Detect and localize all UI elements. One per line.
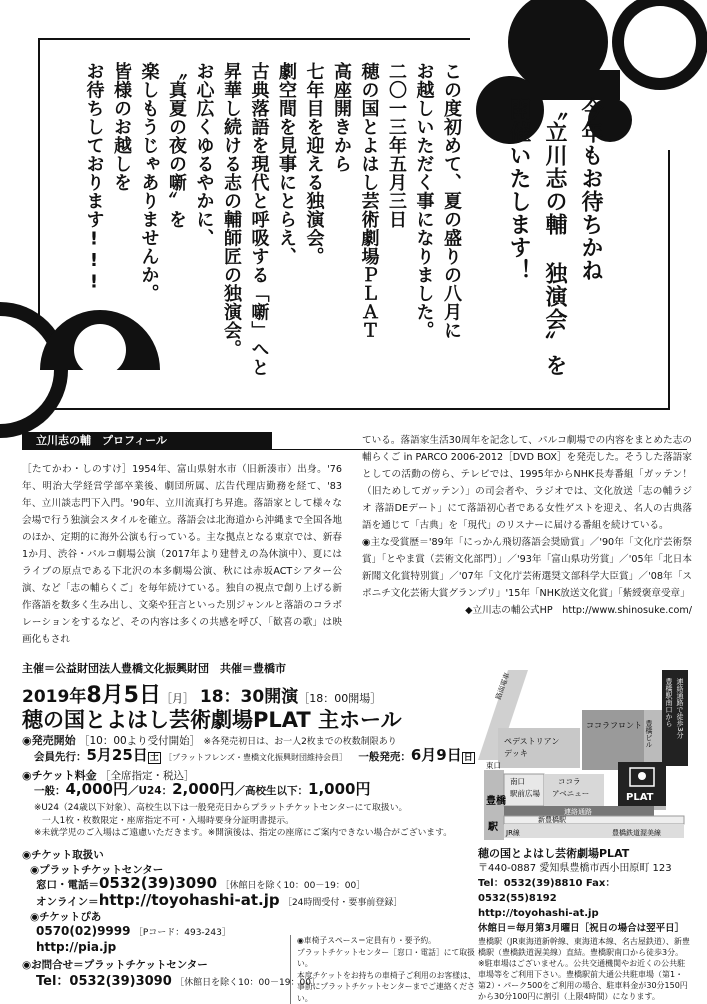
- map-label-toyohashi: 豊橋: [486, 796, 506, 807]
- profile-awards: ◉主な受賞歴＝'89年「にっかん飛切落語会奨励賞」／'90年「文化庁芸術祭賞」「とやま賞（芸術文化部門）」／'93年「富山県功労賞」／'05年「北日本新聞文化賞特別賞」／'07年「文化庁芸術選奨文部科学大臣賞」／'08年「スポニチ文化芸術大賞グランプリ」'15年「NHK放送文化賞」「紫綬褒章受章」: [362, 537, 692, 599]
- access-tel[interactable]: Tel：0532(39)8810 Fax：0532(55)8192: [478, 878, 616, 904]
- message-line: 〝真夏の夜の噺〟を: [166, 62, 187, 229]
- message-line: 二〇一三年五月三日: [386, 62, 407, 229]
- price-note-line: ※未就学児のご入場はご遠慮いただきます。※開演後は、指定の座席にご案内できない場合がございます。: [34, 828, 452, 838]
- headline-line: 〝立川志の輔 独演会〟を: [542, 98, 567, 377]
- window-tel[interactable]: 0532(39)3090: [99, 874, 218, 892]
- map-label-pedestrian2: デッキ: [504, 749, 528, 758]
- message-line: 楽しもうじゃありませんか。: [138, 62, 160, 303]
- window-label: 窓口・電話＝: [36, 879, 99, 891]
- price-note-line: 一人1枚・枚数限定・座席指定不可・入場時要身分証明書提示。: [42, 815, 294, 826]
- message-line: 七年目を迎える独演会。: [303, 62, 325, 266]
- sale-note2: ※各発売初日は、お一人2枚までの枚数制限あり: [203, 737, 397, 747]
- wheelchair-note-line: プラットチケットセンター［窓口・電話］にて取扱い。: [297, 947, 475, 968]
- map-label-pedestrian1: ペデストリアン: [504, 737, 560, 746]
- map-cocorofront: [582, 710, 644, 770]
- price-u24: 2,000円: [172, 780, 235, 798]
- online-label: オンライン＝: [36, 896, 99, 908]
- price-heading: ◉チケット料金: [22, 769, 97, 782]
- map-callout-line2: 連絡通路で徒歩3分: [676, 678, 684, 739]
- wheelchair-note-line: 事前にプラットチケットセンターまでご連絡ください。: [297, 982, 475, 1003]
- sale-note1: ［10：00より受付開始］: [78, 735, 201, 747]
- venue-access: [478, 846, 690, 1002]
- access-name: 穂の国とよはし芸術劇場PLAT: [478, 847, 630, 860]
- price-note: ［全席指定・税込］: [99, 770, 195, 782]
- contact-hours: ［休館日を除く10：00－19：00］: [175, 978, 320, 988]
- map-rail-jr: [504, 816, 684, 824]
- headline-line: 今年もお待ちかね: [578, 98, 603, 282]
- map-label-east-exit: 東口: [486, 761, 501, 770]
- map-pedestrian-deck: [498, 728, 580, 768]
- online-note: ［24時間受付・要事前登録］: [282, 898, 403, 908]
- map-label-toyotetsu: 豊橋鉄道渥美線: [612, 829, 661, 837]
- map-label-toyohashi-building: 豊橋ビル: [645, 720, 653, 748]
- map-label-cocora2: アベニュー: [552, 789, 590, 798]
- access-address: 〒440-0887 愛知県豊橋市西小田原町 123: [478, 863, 672, 874]
- general-date: 6月9日: [410, 746, 462, 764]
- price-general-label: 一般：: [34, 785, 66, 797]
- pia-code: ［Pコード：493-243］: [133, 928, 231, 938]
- message-line: お越しいただく事になりました。: [413, 62, 435, 340]
- general-day: 日: [463, 753, 473, 763]
- message-line: お待ちしております!!!: [83, 62, 105, 293]
- wheelchair-notes: [290, 935, 479, 1004]
- member-note: ［プラットフレンズ・豊橋文化振興財団維持会員］: [164, 753, 348, 762]
- access-directions: 豊橋駅（JR東海道新幹線、東海道本線、名古屋鉄道）、新豊橋駅（豊橋鉄道渥美線）直結。豊橋駅南口から徒歩3分。: [478, 937, 690, 957]
- map-callout-line1: 豊橋駅南口から: [665, 678, 673, 727]
- map-label-new-toyohashi: 新豊橋駅: [538, 816, 566, 824]
- event-start: 18：30開演: [199, 687, 299, 707]
- sale-heading: ◉発売開始: [22, 734, 76, 747]
- online-line: [36, 893, 402, 911]
- plat-center-heading: ◉プラットチケットセンター: [30, 864, 164, 876]
- pia-url[interactable]: http://pia.jp: [36, 940, 117, 954]
- contact-line: [36, 974, 320, 991]
- event-year: 2019年: [22, 687, 87, 707]
- general-label: 一般発売：: [358, 751, 411, 763]
- price-general: 4,000円: [65, 780, 128, 798]
- access-parking: ※駐車場はございません。公共交通機関やお近くの公共駐車場等をご利用下さい。豊橋駅前大通公共駐車場（第1・第2）・パーク500をご利用の場合、駐車料金が30分150円から30分100円に割引（上限4時間）になります。: [478, 959, 688, 1001]
- price-hs-label: ／高校生以下：: [234, 785, 309, 797]
- contact-heading: ◉お問合せ＝プラットチケットセンター: [22, 959, 208, 971]
- price-list: [34, 782, 371, 799]
- profile-text-right: [362, 432, 692, 619]
- member-day: 土: [149, 753, 159, 763]
- message-line: 皆様のお越しを: [111, 62, 132, 192]
- profile-heading: 立川志の輔 プロフィール: [22, 432, 272, 450]
- wheelchair-note-line: 本度チケットをお持ちの車椅子ご利用のお客様は、: [297, 970, 476, 980]
- ticket-heading: ◉チケット取扱い: [22, 849, 104, 861]
- message-line: 劇空間を見事にとらえ、: [276, 62, 297, 266]
- contact-tel[interactable]: Tel：0532(39)3090: [36, 974, 172, 989]
- price-hs: 1,000円: [308, 780, 371, 798]
- map-label-plat: PLAT: [626, 792, 654, 803]
- message-line: 高座開きから: [331, 62, 352, 173]
- main-message: [80, 62, 465, 392]
- event-day: 8月5日: [86, 683, 161, 708]
- headline-line: 開催いたします！: [506, 98, 531, 282]
- map-label-passage: 連絡通路: [564, 808, 592, 816]
- message-line: お心広くゆるやかに、: [193, 62, 215, 247]
- access-url[interactable]: http://toyohashi-at.jp: [478, 908, 599, 919]
- headline: [500, 98, 608, 398]
- wheelchair-note-line: ◉車椅子スペース＝定員有り・要予約。: [297, 936, 436, 945]
- map-label-station-plaza: 駅前広場: [510, 789, 540, 798]
- map-label-cocora1: ココラ: [558, 777, 581, 786]
- map-label-station: 駅: [488, 822, 498, 833]
- access-map: [478, 670, 688, 842]
- member-label: 会員先行：: [34, 751, 87, 763]
- member-date: 5月25日: [86, 746, 148, 764]
- message-line: 昇華し続ける志の輔師匠の独演会。: [221, 62, 242, 358]
- map-label-jr: JR線: [506, 829, 520, 837]
- pia-heading: ◉チケットぴあ: [30, 911, 102, 923]
- window-hours: ［休館日を除く10：00－19：00］: [220, 881, 366, 891]
- map-label-tram: 路面電車: [494, 671, 512, 701]
- organizers: 主催＝公益財団法人豊橋文化振興財団 共催＝豊橋市: [22, 662, 286, 675]
- map-label-cocorofront: ココラフロント: [586, 721, 642, 730]
- profile-text-left: ［たてかわ・しのすけ］1954年、富山県射水市（旧新湊市）出身。'76年、明治大学経営学部卒業後、劇団所属、広告代理店勤務を経て、'83年、立川談志門下入門。'90年、立川流真打ち昇進。落語家として様々な会場で行う独演会スタイルを確立。落語会は北海道から沖縄まで全国各地のほか、定期的に海外公演も行っている。主な拠点となる東京では、新春1か月、渋谷・パルコ劇場公演（2017年より建替えの為休演中）、夏にはライブの原点である下北沢の本多劇場公演、秋には赤坂ACTシアター公演、など「志の輔らくご」を毎年続けている。独自の視点で創り上げる新作落語を数多く生み出し、文楽や狂言といった別ジャンルと落語のコラボレーションをするなど、その内容は多くの共感を呼び、「歓喜の歌」は映画化もされ: [22, 464, 342, 645]
- venue-title: 穂の国とよはし芸術劇場PLAT 主ホール: [22, 708, 402, 732]
- map-label-south-exit: 南口: [510, 777, 525, 786]
- message-line: 穂の国とよはし芸術劇場ＰＬＡＴ: [358, 62, 380, 340]
- pia-line: [36, 924, 231, 941]
- access-closed: 休館日＝毎月第3月曜日［祝日の場合は翌平日］: [478, 923, 685, 934]
- event-weekday: ［月］: [160, 692, 194, 705]
- price-notes: [34, 802, 452, 840]
- message-line: 古典落語を現代と呼吸する「噺」へと: [248, 62, 270, 377]
- price-note-line: ※U24（24歳以下対象）、高校生以下は一般発売日からプラットチケットセンターにて取扱い。: [34, 803, 408, 813]
- pia-tel[interactable]: 0570(02)9999: [36, 924, 131, 938]
- official-hp-link[interactable]: ◆立川志の輔公式HP http://www.shinosuke.com/: [465, 605, 692, 616]
- profile-text-right-body: ている。落語家生活30周年を記念して、パルコ劇場での内容をまとめた志の輔らくご in PARCO 2006-2012［DVD BOX］を発売した。そうした落語家としての活動の傍ら、テレビでは、1995年からNHK長寿番組「ガッテン！（旧ためしてガッテン）」の司会者や、ラジオでは、文化放送「志の輔ラジオ 落語DEデート」にて落語初心者である女性ゲストを迎え、名人の古典落語を通じて「古典」を「現代」のリスナーに届ける番組を続けている。: [362, 435, 692, 531]
- online-url[interactable]: http://toyohashi-at.jp: [98, 891, 280, 909]
- presale-info: [34, 748, 475, 766]
- price-u24-label: ／U24：: [127, 785, 173, 797]
- event-doors: ［18：00開場］: [298, 692, 382, 705]
- message-line: この度初めて、夏の盛りの八月に: [441, 62, 462, 340]
